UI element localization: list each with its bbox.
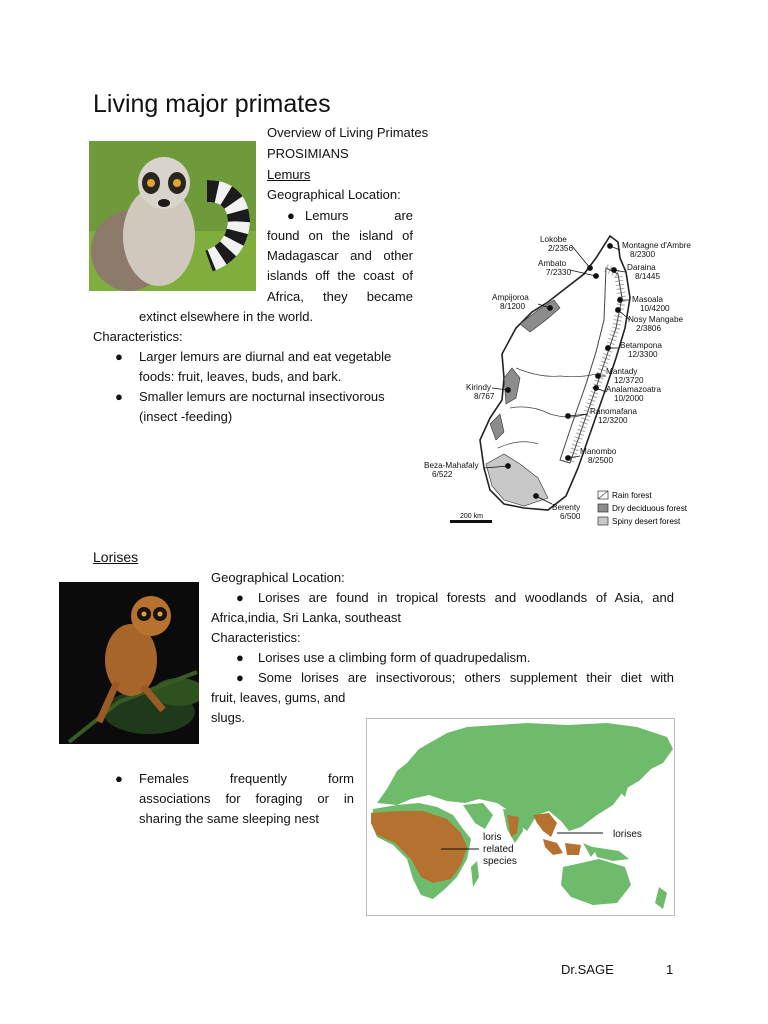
lemur-char-line: foods: fruit, leaves, buds, and bark. bbox=[139, 369, 342, 384]
site-name-label: Mantady bbox=[606, 367, 638, 376]
site-value-label: 8/767 bbox=[474, 392, 495, 401]
bullet-icon: ● bbox=[115, 771, 123, 786]
site-value-label: 12/3200 bbox=[598, 416, 628, 425]
site-value-label: 6/500 bbox=[560, 512, 581, 521]
site-name-label: Nosy Mangabe bbox=[628, 315, 684, 324]
site-name-label: Lokobe bbox=[540, 235, 567, 244]
lemur-geo-bullet: ● Lemurs are bbox=[287, 208, 413, 223]
map-label-related: related bbox=[483, 844, 514, 855]
footer-author: Dr.SAGE bbox=[561, 962, 614, 977]
site-name-label: Masoala bbox=[632, 295, 663, 304]
page-title: Living major primates bbox=[93, 90, 331, 118]
map-legend bbox=[598, 491, 688, 526]
site-name-label: Berenty bbox=[552, 503, 581, 512]
female-line: sharing the same sleeping nest bbox=[139, 811, 319, 826]
lemur-char-line: Smaller lemurs are nocturnal insectivorous bbox=[139, 389, 385, 404]
bullet-icon: ● bbox=[236, 590, 244, 605]
lemur-geo-line: found on the island of bbox=[267, 228, 413, 243]
site-name-label: Daraina bbox=[627, 263, 656, 272]
scale-bar bbox=[450, 520, 492, 523]
loris-char-line: slugs. bbox=[211, 710, 245, 725]
site-name-label: Beza-Mahafaly bbox=[424, 461, 479, 470]
site-name-label: Kirindy bbox=[466, 383, 492, 392]
lemur-geo-label: Geographical Location: bbox=[267, 187, 401, 202]
female-item bbox=[115, 769, 123, 789]
lemur-char-label: Characteristics: bbox=[93, 329, 183, 344]
site-value-label: 8/1445 bbox=[635, 272, 661, 281]
loris-geo-label: Geographical Location: bbox=[211, 570, 345, 585]
loris-photo bbox=[59, 582, 199, 744]
overview-line: Overview of Living Primates bbox=[267, 125, 429, 140]
site-name-label: Ampijoroa bbox=[492, 293, 529, 302]
site-value-label: 12/3300 bbox=[628, 350, 658, 359]
scale-label: 200 km bbox=[460, 513, 483, 520]
loris-char-label: Characteristics: bbox=[211, 630, 301, 645]
map-label-loris: loris bbox=[483, 832, 502, 843]
madagascar-map bbox=[420, 228, 700, 528]
site-name-label: Manombo bbox=[580, 447, 617, 456]
lemur-geo-line: extinct elsewhere in the world. bbox=[139, 309, 314, 324]
site-name-label: Montagne d'Ambre bbox=[622, 241, 691, 250]
site-value-label: 7/2330 bbox=[546, 268, 572, 277]
site-name-label: Ambato bbox=[538, 259, 567, 268]
loris-char-line: fruit, leaves, gums, and bbox=[211, 690, 346, 705]
loris-geo-line: ● Lorises are found in tropical forests and woodlands of Asia, and bbox=[236, 588, 674, 608]
site-value-label: 8/2500 bbox=[588, 456, 614, 465]
bullet-icon: ● bbox=[115, 349, 123, 364]
site-name-label: Ranomafana bbox=[590, 407, 637, 416]
site-value-label: 12/3720 bbox=[614, 376, 644, 385]
bullet-icon: ● bbox=[115, 389, 123, 404]
map-label-lorises: lorises bbox=[613, 829, 642, 840]
female-line: associations for foraging or in bbox=[139, 791, 354, 806]
female-line: Females frequently form bbox=[139, 771, 354, 786]
lorises-heading: Lorises bbox=[93, 549, 139, 565]
site-value-label: 8/2300 bbox=[630, 250, 656, 259]
map-label-species: species bbox=[483, 856, 517, 867]
loris-char-item: ● Some lorises are insectivorous; others supplement their diet with bbox=[236, 668, 674, 688]
legend-rain: Rain forest bbox=[612, 491, 652, 500]
bullet-icon: ● bbox=[236, 650, 244, 665]
page-number: 1 bbox=[666, 962, 674, 977]
site-name-label: Betampona bbox=[620, 341, 662, 350]
site-value-label: 8/1200 bbox=[500, 302, 526, 311]
lemurs-heading: Lemurs bbox=[267, 167, 311, 182]
lemur-char-line: Larger lemurs are diurnal and eat vegetable bbox=[139, 349, 392, 364]
lemur-photo bbox=[89, 141, 256, 291]
lemur-geo-line: Africa, they became bbox=[267, 289, 413, 304]
site-value-label: 10/4200 bbox=[640, 304, 670, 313]
lemur-geo-line: islands off the coast of bbox=[267, 268, 413, 283]
loris-char-item: ● Lorises use a climbing form of quadrupedalism. bbox=[236, 648, 530, 668]
site-value-label: 2/2356 bbox=[548, 244, 574, 253]
prosimians-label: PROSIMIANS bbox=[267, 146, 349, 161]
site-value-label: 6/522 bbox=[432, 470, 453, 479]
site-value-label: 2/3806 bbox=[636, 324, 662, 333]
legend-spiny: Spiny desert forest bbox=[612, 517, 681, 526]
site-name-label: Analamazoatra bbox=[606, 385, 662, 394]
lemur-char-line: (insect -feeding) bbox=[139, 409, 233, 424]
legend-dry: Dry deciduous forest bbox=[612, 504, 688, 513]
loris-distribution-map bbox=[366, 718, 675, 916]
loris-geo-line: Africa,india, Sri Lanka, southeast bbox=[211, 610, 402, 625]
bullet-icon: ● bbox=[236, 670, 244, 685]
lemur-geo-line: Madagascar and other bbox=[267, 248, 413, 263]
site-value-label: 10/2000 bbox=[614, 394, 644, 403]
